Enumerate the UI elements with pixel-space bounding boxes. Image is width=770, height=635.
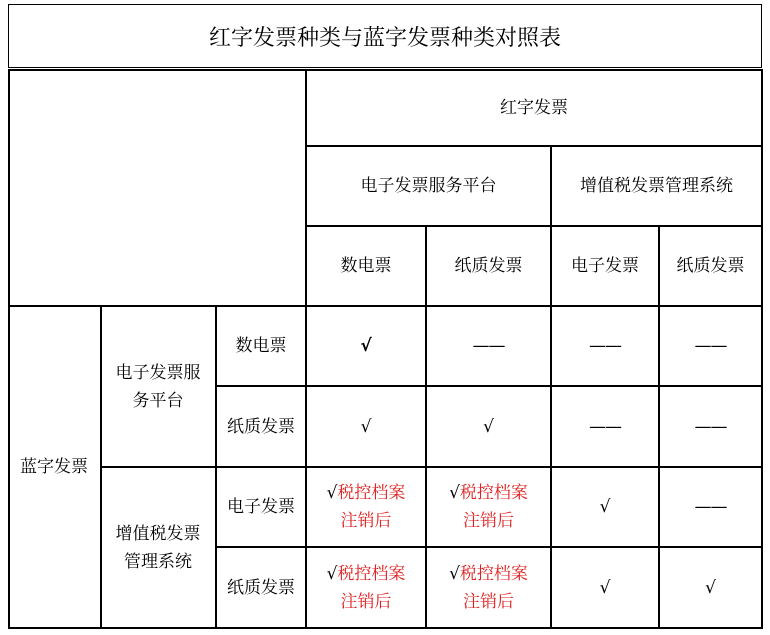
cell-r1-c1: √ — [306, 306, 426, 386]
check-mark: √ — [449, 563, 460, 584]
note-text: 税控档案 — [337, 563, 406, 584]
header-vat-system: 增值税发票管理系统 — [551, 146, 762, 226]
cell-r4-c2-line2: 注销后 — [463, 591, 514, 612]
header-red-invoice: 红字发票 — [306, 70, 762, 146]
cell-r4-c2-line1 — [449, 560, 528, 588]
cell-r1-c4: —— — [659, 306, 762, 386]
cell-r3-c4: —— — [659, 467, 762, 547]
header-col-electronic-vat: 电子发票 — [551, 226, 659, 306]
grid-line — [305, 69, 307, 629]
table-title: 红字发票种类与蓝字发票种类对照表 — [8, 4, 762, 68]
cell-r3-c1-line1 — [327, 479, 406, 507]
cell-r4-c1 — [306, 547, 426, 628]
header-col-digital: 数电票 — [306, 226, 426, 306]
row-header-vat-line1: 增值税发票 — [115, 523, 201, 544]
grid-line — [8, 69, 10, 629]
grid-line — [658, 225, 660, 629]
grid-line — [100, 466, 762, 468]
grid-line — [216, 546, 762, 548]
check-mark: √ — [449, 483, 460, 503]
grid-line — [8, 305, 762, 307]
cell-r4-c3: √ — [551, 547, 659, 628]
row-header-paper-vat: 纸质发票 — [216, 547, 306, 628]
header-platform: 电子发票服务平台 — [306, 146, 551, 226]
row-header-digital: 数电票 — [216, 306, 306, 386]
cell-r3-c2 — [426, 467, 551, 547]
check-mark: √ — [326, 483, 338, 503]
note-text: 税控档案 — [459, 483, 528, 503]
row-header-vat — [100, 467, 216, 628]
row-header-electronic-vat: 电子发票 — [216, 467, 306, 547]
cell-r2-c1: √ — [306, 386, 426, 467]
cell-r4-c4: √ — [659, 547, 762, 628]
cell-r3-c2-line2: 注销后 — [463, 511, 514, 531]
cell-r3-c2-line1 — [449, 479, 528, 507]
grid-line — [216, 385, 762, 387]
row-header-platform-line2: 务平台 — [132, 390, 184, 411]
cell-r3-c1-line2: 注销后 — [340, 511, 392, 531]
cell-r4-c1-line2: 注销后 — [340, 591, 392, 612]
grid-line — [215, 305, 217, 629]
cell-r2-c3: —— — [551, 386, 659, 467]
header-col-paper-vat: 纸质发票 — [659, 226, 762, 306]
row-header-platform — [100, 306, 216, 467]
cell-r1-c2: —— — [426, 306, 551, 386]
grid-line — [100, 305, 102, 629]
cell-r4-c1-line1 — [327, 560, 406, 588]
grid-line — [425, 225, 427, 629]
note-text: 税控档案 — [337, 483, 406, 503]
cell-r2-c2: √ — [426, 386, 551, 467]
grid-line — [761, 69, 763, 629]
cell-r3-c1 — [306, 467, 426, 547]
grid-line — [8, 627, 762, 629]
grid-line — [8, 69, 762, 71]
grid-line — [306, 145, 762, 147]
header-col-paper-platform: 纸质发票 — [426, 226, 551, 306]
row-header-platform-line1: 电子发票服 — [115, 362, 201, 383]
grid-line — [306, 225, 762, 227]
grid-line — [550, 145, 552, 629]
cell-r2-c4: —— — [659, 386, 762, 467]
cell-r1-c3: —— — [551, 306, 659, 386]
check-mark: √ — [326, 563, 338, 584]
row-header-blue-invoice: 蓝字发票 — [8, 306, 100, 628]
cell-r3-c3: √ — [551, 467, 659, 547]
row-header-vat-line2: 管理系统 — [124, 551, 192, 572]
cell-r4-c2 — [426, 547, 551, 628]
note-text: 税控档案 — [459, 563, 528, 584]
row-header-paper-platform: 纸质发票 — [216, 386, 306, 467]
